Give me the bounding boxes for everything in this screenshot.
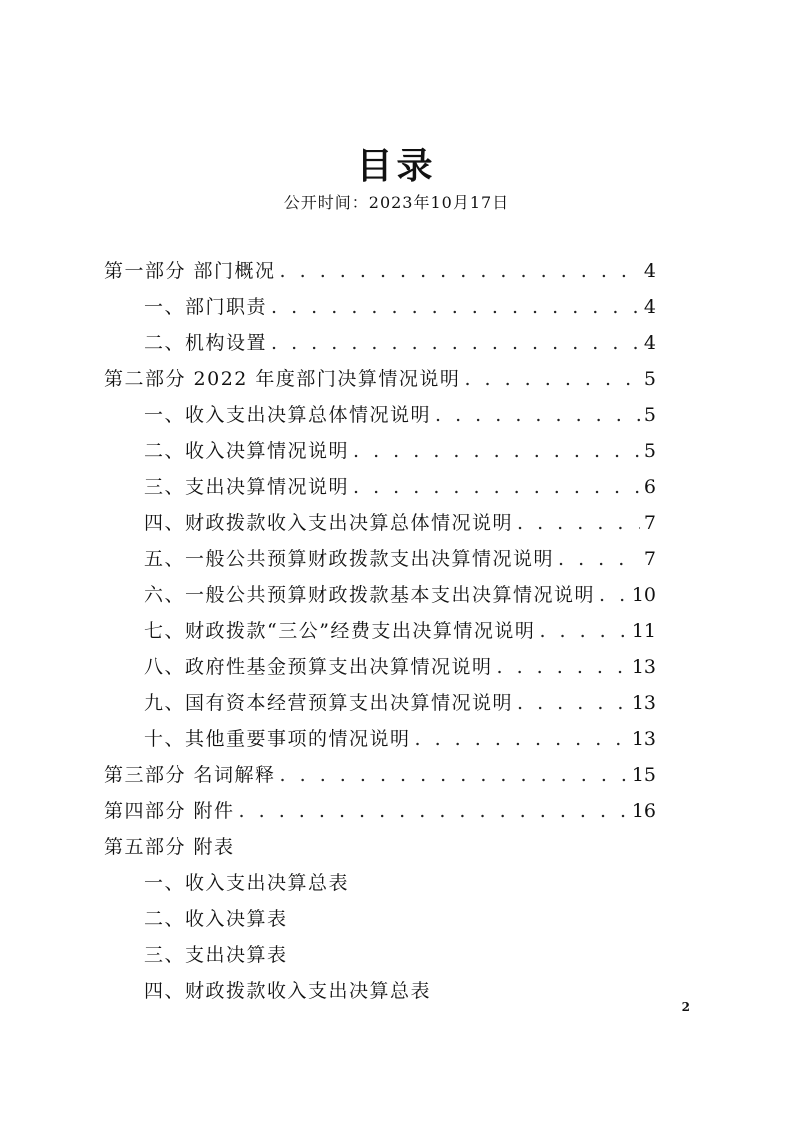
toc-entry-page-number: 5 (643, 404, 656, 426)
toc-dot-leader (280, 757, 628, 793)
toc-dot-leader (415, 721, 628, 757)
toc-entry-page-number: 13 (631, 656, 656, 678)
toc-dot-leader (517, 685, 628, 721)
toc-entry-page-number: 5 (643, 368, 656, 390)
toc-entry-label: 二、机构设置 (144, 332, 268, 354)
toc-entry-label: 一、部门职责 (144, 296, 268, 318)
toc-dot-leader (539, 613, 627, 649)
toc-entry-label: 第一部分 部门概况 (104, 260, 276, 282)
toc-dot-leader (517, 505, 640, 541)
toc-entry-label: 二、收入决算表 (144, 908, 288, 930)
toc-entry-label: 一、收入支出决算总表 (144, 872, 350, 894)
toc-entry-label: 四、财政拨款收入支出决算总体情况说明 (144, 512, 514, 534)
toc-section-entry[interactable] (104, 253, 656, 289)
toc-entry-page-number: 7 (643, 512, 656, 534)
toc-entry-label: 第二部分 2022 年度部门决算情况说明 (104, 368, 461, 390)
toc-sub-entry[interactable] (104, 397, 656, 433)
toc-sub-entry[interactable] (104, 865, 656, 901)
toc-entry-label: 五、一般公共预算财政拨款支出决算情况说明 (144, 548, 555, 570)
toc-entry-page-number: 6 (643, 476, 656, 498)
toc-sub-entry[interactable] (104, 289, 656, 325)
toc-sub-entry[interactable] (104, 649, 656, 685)
toc-entry-label: 六、一般公共预算财政拨款基本支出决算情况说明 (144, 584, 596, 606)
toc-section-entry[interactable] (104, 829, 656, 865)
toc-entry-page-number: 13 (631, 692, 656, 714)
toc-dot-leader (599, 577, 628, 613)
toc-entry-page-number: 16 (631, 800, 656, 822)
toc-sub-entry[interactable] (104, 469, 656, 505)
toc-entry-page-number: 4 (643, 332, 656, 354)
toc-entry-label: 四、财政拨款收入支出决算总表 (144, 980, 432, 1002)
toc-sub-entry[interactable] (104, 577, 656, 613)
toc-entry-label: 十、其他重要事项的情况说明 (144, 728, 411, 750)
toc-entry-label: 八、政府性基金预算支出决算情况说明 (144, 656, 493, 678)
toc-dot-leader (239, 793, 628, 829)
toc-dot-leader (497, 649, 628, 685)
toc-entry-label: 三、支出决算表 (144, 944, 288, 966)
page-number: 2 (681, 1000, 690, 1014)
publish-date: 公开时间：2023年10月17日 (283, 193, 510, 212)
toc-entry-label: 二、收入决算情况说明 (144, 440, 350, 462)
toc-entry-page-number: 13 (631, 728, 656, 750)
toc-entry-label: 三、支出决算情况说明 (144, 476, 350, 498)
toc-entry-label: 第四部分 附件 (104, 800, 235, 822)
toc-dot-leader (280, 253, 640, 289)
toc-entry-label: 一、收入支出决算总体情况说明 (144, 404, 432, 426)
toc-entry-page-number: 5 (643, 440, 656, 462)
toc-entry-label: 第五部分 附表 (104, 836, 235, 858)
toc-dot-leader (558, 541, 640, 577)
toc-section-entry[interactable] (104, 361, 656, 397)
toc-section-entry[interactable] (104, 793, 656, 829)
toc-dot-leader (271, 289, 640, 325)
toc-entry-page-number: 11 (631, 620, 656, 642)
page-title: 目录 (356, 146, 437, 187)
toc-sub-entry[interactable] (104, 721, 656, 757)
toc-entry-page-number: 15 (631, 764, 656, 786)
toc-sub-entry[interactable] (104, 901, 656, 937)
toc-entry-label: 七、财政拨款“三公”经费支出决算情况说明 (144, 620, 536, 642)
toc-sub-entry[interactable] (104, 433, 656, 469)
toc-entry-label: 九、国有资本经营预算支出决算情况说明 (144, 692, 514, 714)
toc-sub-entry[interactable] (104, 685, 656, 721)
toc-dot-leader (271, 325, 640, 361)
toc-entry-page-number: 7 (643, 548, 656, 570)
toc-sub-entry[interactable] (104, 937, 656, 973)
toc-sub-entry[interactable] (104, 973, 656, 1009)
toc-entry-page-number: 4 (643, 296, 656, 318)
toc-dot-leader (353, 433, 640, 469)
toc-sub-entry[interactable] (104, 541, 656, 577)
toc-entry-page-number: 10 (631, 584, 656, 606)
toc-dot-leader (435, 397, 640, 433)
toc-dot-leader (464, 361, 639, 397)
toc-entry-page-number: 4 (643, 260, 656, 282)
toc-sub-entry[interactable] (104, 325, 656, 361)
toc-sub-entry[interactable] (104, 613, 656, 649)
toc-sub-entry[interactable] (104, 505, 656, 541)
table-of-contents (104, 253, 656, 1009)
toc-entry-label: 第三部分 名词解释 (104, 764, 276, 786)
toc-dot-leader (353, 469, 640, 505)
toc-section-entry[interactable] (104, 757, 656, 793)
